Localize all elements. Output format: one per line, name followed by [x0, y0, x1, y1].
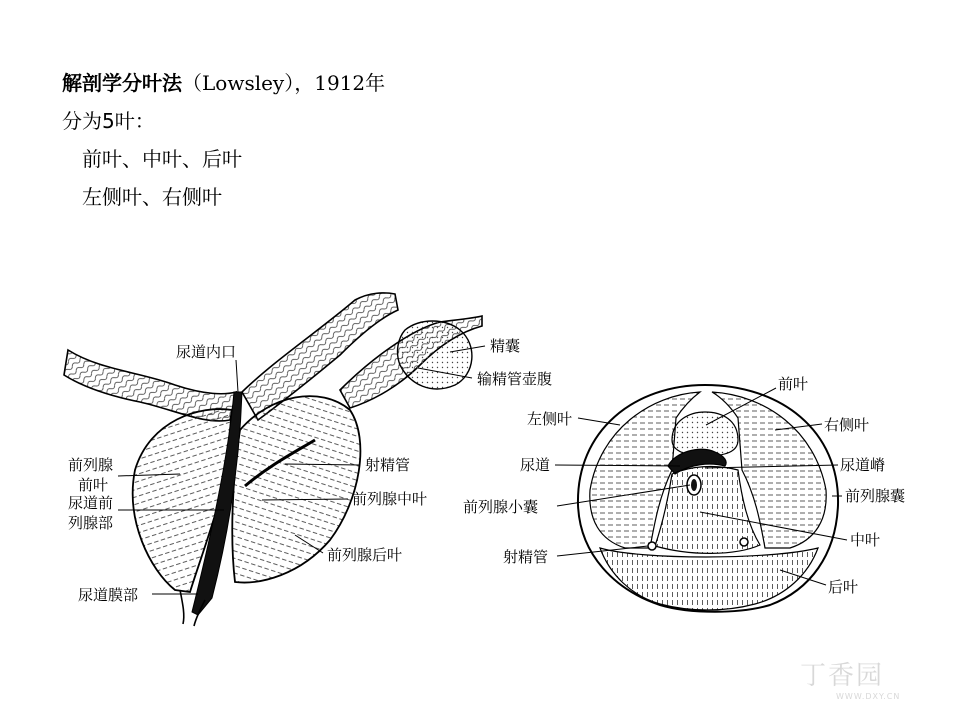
label-cross-right-lobe: 右侧叶 — [824, 416, 870, 434]
sagittal-section — [64, 293, 552, 626]
label-cross-middle-lobe: 中叶 — [850, 531, 881, 549]
cross-utricle-lumen — [691, 479, 697, 491]
heading-title-cn: 解剖学分叶法 — [62, 71, 182, 95]
watermark-logo-text: 丁香园 — [800, 661, 885, 691]
cross-posterior-lobe — [600, 548, 818, 610]
sagittal-seminal-vesicle — [398, 321, 472, 389]
label-cross-urethral-crest: 尿道嵴 — [840, 456, 886, 474]
heading-line-3: 前叶、中叶、后叶 — [82, 147, 242, 171]
label-cross-posterior-lobe: 后叶 — [828, 578, 859, 596]
label-cross-urethra: 尿道 — [520, 456, 551, 474]
label-cross-capsule: 前列腺囊 — [845, 487, 906, 505]
label-anterior-lobe-a: 前列腺 — [68, 456, 114, 474]
label-cross-anterior-lobe: 前叶 — [778, 375, 809, 393]
cross-section — [463, 375, 905, 612]
heading-line-4: 左侧叶、右侧叶 — [82, 185, 222, 209]
cross-ejaculatory-duct-left — [648, 542, 656, 550]
label-cross-left-lobe: 左侧叶 — [527, 410, 573, 428]
label-sagittal-middle-lobe: 前列腺中叶 — [352, 490, 428, 508]
heading-line-2: 分为5叶： — [62, 109, 155, 133]
label-internal-orifice: 尿道内口 — [176, 343, 237, 361]
watermark — [800, 655, 900, 701]
heading-title-paren: （Lowsley），1912年 — [182, 71, 386, 95]
label-ampulla: 输精管壶腹 — [477, 370, 553, 388]
label-prostatic-urethra-b: 列腺部 — [68, 514, 114, 532]
label-sagittal-posterior-lobe: 前列腺后叶 — [327, 546, 403, 564]
label-cross-ejaculatory-duct: 射精管 — [503, 548, 549, 566]
label-prostatic-urethra-a: 尿道前 — [68, 494, 114, 512]
watermark-url: WWW.DXY.CN — [836, 692, 901, 701]
label-cross-utricle: 前列腺小囊 — [463, 498, 539, 516]
label-membranous-urethra: 尿道膜部 — [78, 586, 139, 604]
label-sagittal-ejaculatory-duct: 射精管 — [365, 456, 411, 474]
label-anterior-lobe-b: 前叶 — [78, 476, 109, 494]
cross-ejaculatory-duct-right — [740, 538, 748, 546]
label-seminal-vesicle: 精囊 — [490, 337, 521, 355]
